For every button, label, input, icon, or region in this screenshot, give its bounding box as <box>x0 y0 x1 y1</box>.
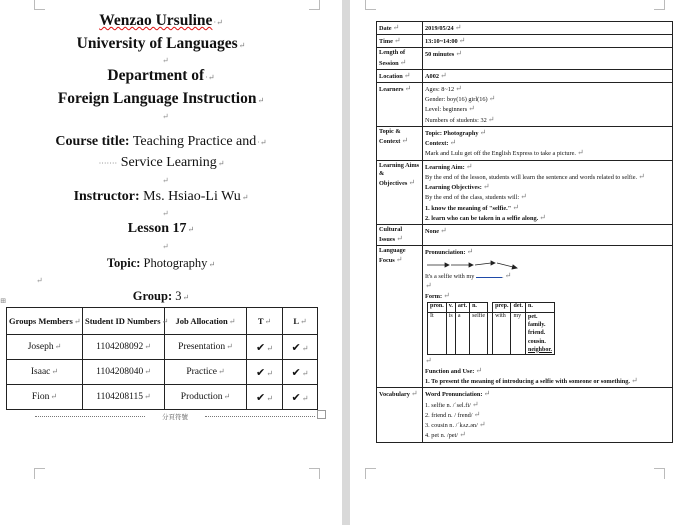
form-value: my <box>511 313 526 354</box>
row-time <box>377 35 673 48</box>
length-value: 50 minutes↵ <box>423 48 673 69</box>
job-allocation: Production↵ <box>165 385 247 410</box>
job-allocation: Practice↵ <box>165 360 247 385</box>
crop-mark <box>34 468 45 479</box>
table-anchor-icon[interactable]: ⊞ <box>0 297 6 305</box>
l-check: ✔↵ <box>283 385 318 410</box>
paragraph-mark: ↵ <box>162 112 169 121</box>
row-aims <box>377 160 673 224</box>
date-value: 2019/05/24↵ <box>423 22 673 35</box>
row-language-focus <box>377 246 673 388</box>
row-learners <box>377 82 673 126</box>
l-check: ✔↵ <box>283 360 318 385</box>
topic: Topic: Photography↵ <box>106 256 216 270</box>
table-resize-handle[interactable] <box>317 410 326 419</box>
form-noun-options: pet. family. friend. cousin. neighbor. <box>525 313 554 354</box>
page-gutter <box>342 0 350 525</box>
learners-value: Ages: 8~12↵ Gender: boy(16) girl(16)↵ Level: beginners↵ Numbers of students: 32↵ <box>423 82 673 126</box>
t-check: ✔↵ <box>247 360 283 385</box>
member-name: Fion↵ <box>7 385 83 410</box>
crop-mark <box>309 468 320 479</box>
l-check: ✔↵ <box>283 335 318 360</box>
location-label: Location↵ <box>377 69 423 82</box>
time-label: Time↵ <box>377 35 423 48</box>
header-members: Groups Members↵ <box>7 308 83 335</box>
header-l: L↵ <box>283 308 318 335</box>
instructor: Instructor: Ms. Hsiao-Li Wu↵ <box>73 189 249 204</box>
header-t: T↵ <box>247 308 283 335</box>
paragraph-mark: ↵ <box>162 242 169 251</box>
crop-mark <box>309 0 320 10</box>
row-cultural <box>377 225 673 246</box>
form-header: det. <box>511 303 526 313</box>
form-header: n. <box>525 303 554 313</box>
form-value: a <box>455 313 469 354</box>
paragraph-mark: ↵ <box>36 276 43 285</box>
group: Group: 3↵ <box>132 289 190 303</box>
row-location <box>377 69 673 82</box>
school-name-line1: Wenzao Ursuline·↵ <box>99 12 223 29</box>
row-vocabulary <box>377 388 673 442</box>
date-label: Date↵ <box>377 22 423 35</box>
location-value: A002↵ <box>423 69 673 82</box>
table-row <box>7 335 318 360</box>
row-length <box>377 48 673 69</box>
form-value: It <box>428 313 447 354</box>
crop-mark <box>365 0 376 10</box>
course-title-line2: ······· Service Learning↵ <box>98 155 225 170</box>
page-break-marker <box>35 413 315 421</box>
member-name: Joseph↵ <box>7 335 83 360</box>
row-topic <box>377 126 673 160</box>
student-id: 1104208092↵ <box>83 335 165 360</box>
lesson-plan-table <box>376 21 673 443</box>
intonation-arrows-icon <box>425 259 535 271</box>
paragraph-mark: ↵ <box>162 56 169 65</box>
aims-label: Learning Aims & Objectives↵ <box>377 160 423 224</box>
form-header-row <box>428 303 555 313</box>
vocabulary-label: Vocabulary↵ <box>377 388 423 442</box>
crop-mark <box>34 0 45 10</box>
table-header-row <box>7 308 318 335</box>
form-header: pron. <box>428 303 447 313</box>
form-header: n. <box>470 303 488 313</box>
topic-value: Topic: Photography↵ Context:↵ Mark and Lulu get off the English Express to take a picture.↵ <box>423 126 673 160</box>
vocabulary-value: Word Pronunciation:↵ 1. selfie n. /ˈsel.fi/↵ 2. friend n. / frend/↵ 3. cousin n. /ˈkʌz.ən/↵ 4. pet n. /pet/↵ <box>423 388 673 442</box>
form-value: selfie <box>470 313 488 354</box>
length-label: Length of Session↵ <box>377 48 423 69</box>
lesson-plan-page <box>350 0 700 525</box>
course-title: Course title: Teaching Practice and·↵ <box>55 134 267 149</box>
form-grid <box>427 302 555 354</box>
paragraph-mark: ↵ <box>162 176 169 185</box>
header-job: Job Allocation↵ <box>165 308 247 335</box>
job-allocation: Presentation↵ <box>165 335 247 360</box>
cultural-label: Cultural Issues↵ <box>377 225 423 246</box>
form-header: v. <box>446 303 455 313</box>
time-value: 13:10~14:00↵ <box>423 35 673 48</box>
language-focus-value: Pronunciation:↵ It's a selfie with my .↵ ↵ Form:↵ pron. v. art. n. prep. det. n. It is a selfie with my pet. family. friend. cousin. neighbor. ↵ Function and Use:↵ 1. To present the meaning of introducing a selfie with someone or something.↵ <box>423 246 673 388</box>
cover-page <box>0 0 342 525</box>
cultural-value: None↵ <box>423 225 673 246</box>
t-check: ✔↵ <box>247 335 283 360</box>
student-id: 1104208040↵ <box>83 360 165 385</box>
member-name: Isaac↵ <box>7 360 83 385</box>
t-check: ✔↵ <box>247 385 283 410</box>
page-break-label: 分頁符號 <box>162 413 188 421</box>
department-line1: Department of·↵ <box>107 67 215 84</box>
form-value: with <box>493 313 511 354</box>
form-header: prep. <box>493 303 511 313</box>
department-line2: Foreign Language Instruction↵ <box>57 90 265 107</box>
lesson-number: Lesson 17↵ <box>127 221 195 236</box>
student-id: 1104208115↵ <box>83 385 165 410</box>
aims-value: Learning Aim:↵ By the end of the lesson, students will learn the sentence and words related to selfie.↵ Learning Objectives:↵ By the end of the class, students will:↵ 1. know the meaning of "selfie."↵ 2. learn who can be taken in a selfie along.↵ <box>423 160 673 224</box>
form-header: art. <box>455 303 469 313</box>
form-value: is <box>446 313 455 354</box>
table-row <box>7 385 318 410</box>
topic-label: Topic & Context↵ <box>377 126 423 160</box>
header-student-id: Student ID Numbers↵ <box>83 308 165 335</box>
group-members-table <box>6 307 318 410</box>
crop-mark <box>365 468 376 479</box>
paragraph-mark: ↵ <box>162 209 169 218</box>
row-date <box>377 22 673 35</box>
form-value-row <box>428 313 555 354</box>
crop-mark <box>654 0 665 10</box>
crop-mark <box>654 468 665 479</box>
school-name-line2: University of Languages↵ <box>76 35 246 52</box>
table-row <box>7 360 318 385</box>
learners-label: Learners↵ <box>377 82 423 126</box>
language-focus-label: Language Focus↵ <box>377 246 423 388</box>
